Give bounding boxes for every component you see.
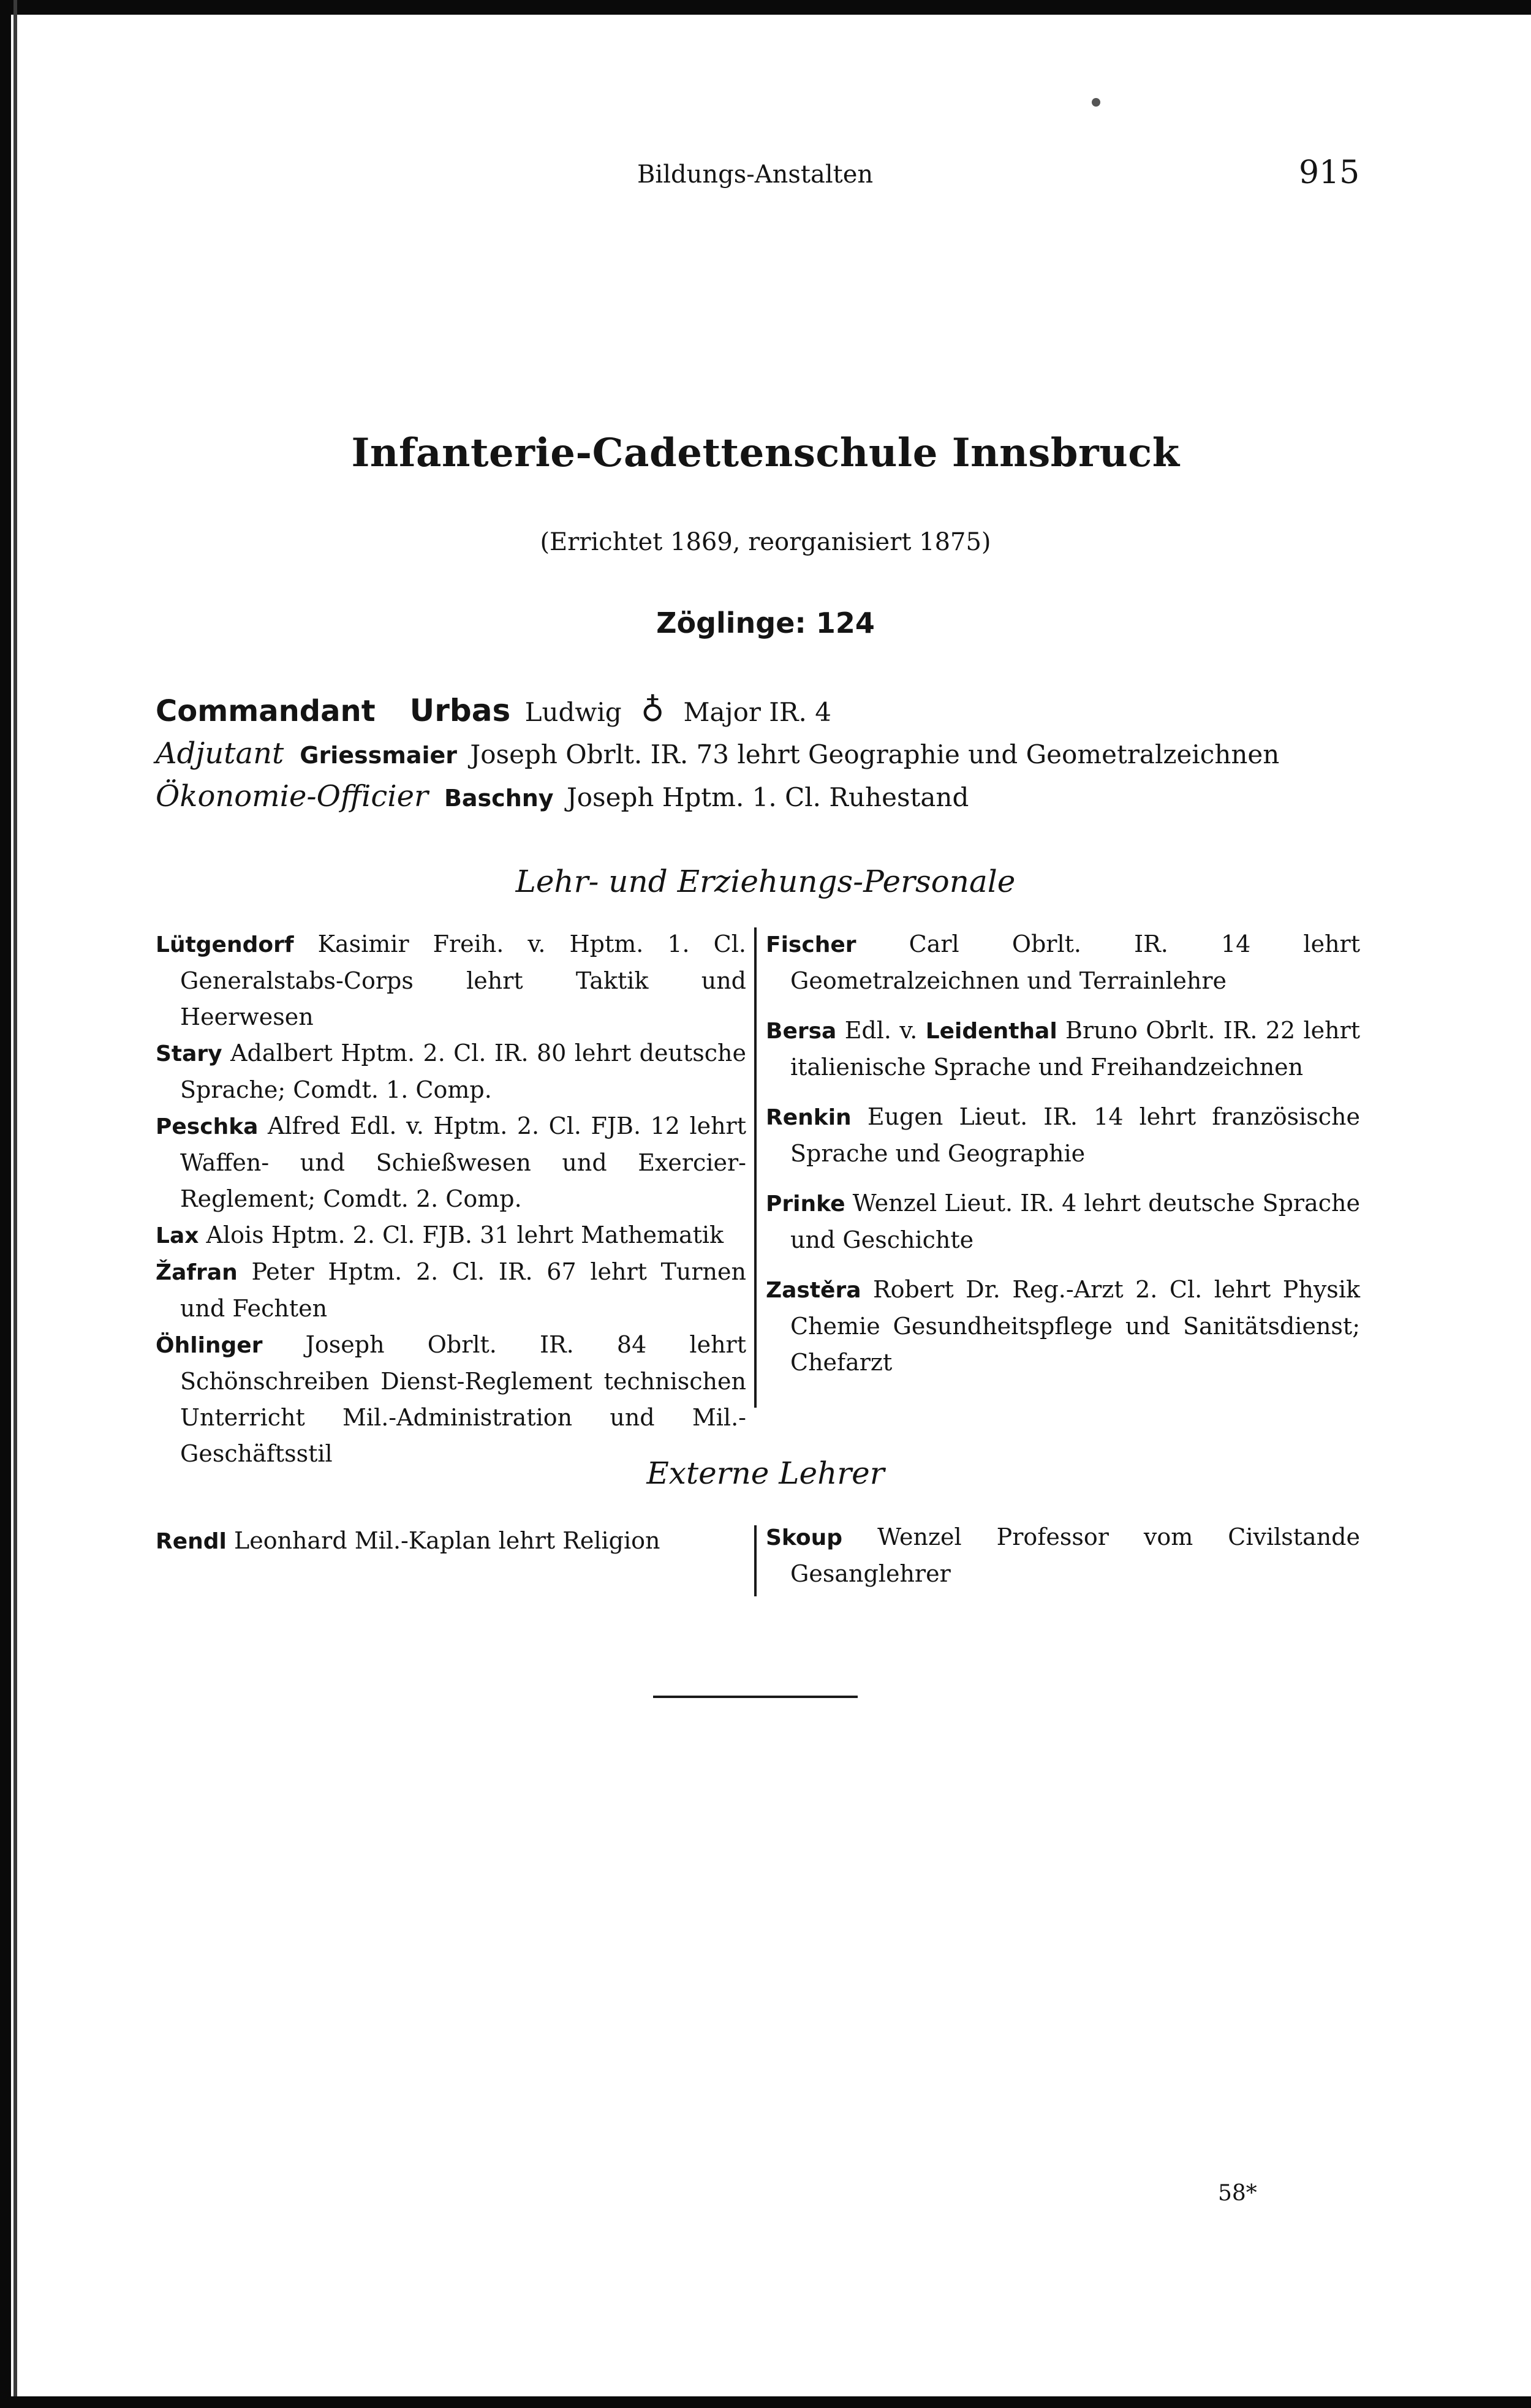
page-title: Infanterie-Cadettenschule Innsbruck (351, 430, 1180, 476)
staff-surname: Skoup (766, 1525, 843, 1550)
staff-details: Alois Hptm. 2. Cl. FJB. 31 lehrt Mathematik (206, 1221, 724, 1248)
staff-details: Carl Obrlt. IR. 14 lehrt Geometralzeichnen und Terrainlehre (790, 930, 1360, 994)
economy-officer-surname: Baschny (444, 785, 554, 812)
staff-details: Robert Dr. Reg.-Arzt 2. Cl. lehrt Physik Chemie Gesundheitspflege und Sanitätsdienst; Chefarzt (790, 1276, 1360, 1376)
adjutant-role: Adjutant (156, 736, 284, 771)
staff-details: Kasimir Freih. v. Hptm. 1. Cl. Generalstabs-Corps lehrt Taktik und Heerwesen (180, 930, 746, 1030)
staff-surname: Leidenthal (925, 1019, 1057, 1044)
economy-officer-role: Ökonomie-Officier (156, 779, 428, 813)
closing-rule (653, 1696, 858, 1698)
external-teachers-right-column (766, 1519, 1360, 1592)
staff-surname: Prinke (766, 1191, 845, 1217)
staff-details: Wenzel Lieut. IR. 4 lehrt deutsche Sprache und Geschichte (790, 1190, 1360, 1253)
staff-entry (156, 926, 746, 1035)
running-title: Bildungs-Anstalten (637, 160, 874, 189)
staff-entry (156, 1108, 746, 1217)
staff-surname: Rendl (156, 1529, 227, 1554)
staff-surname: Lütgendorf (156, 932, 294, 957)
pupil-count (0, 606, 1531, 640)
staff-surname: Peschka (156, 1114, 259, 1139)
staff-entry (766, 926, 1360, 999)
staff-entry (766, 1185, 1360, 1258)
economy-officer-line (156, 779, 969, 813)
economy-officer-rest: Joseph Hptm. 1. Cl. Ruhestand (566, 782, 969, 812)
commandant-role: Commandant (156, 694, 376, 728)
staff-details: Joseph Obrlt. IR. 84 lehrt Schönschreiben Dienst-Reglement technischen Unterricht Mil.-Administration und Mil.-Geschäftsstil (180, 1331, 746, 1467)
staff-entry (766, 1013, 1360, 1085)
staff-surname: Öhlinger (156, 1333, 263, 1358)
column-divider (754, 927, 757, 1408)
adjutant-rest: Joseph Obrlt. IR. 73 lehrt Geographie und Geometralzeichnen (470, 739, 1280, 769)
staff-entry (156, 1035, 746, 1108)
scan-border-left (0, 0, 11, 2408)
order-symbol-icon: ♁ (641, 692, 665, 729)
staff-details: Adalbert Hptm. 2. Cl. IR. 80 lehrt deutsche Sprache; Comdt. 1. Comp. (180, 1040, 746, 1103)
staff-entry (766, 1519, 1360, 1592)
staff-entry (156, 1254, 746, 1327)
staff-surname: Fischer (766, 932, 856, 957)
staff-entry (766, 1099, 1360, 1172)
staff-entry (156, 1523, 746, 1560)
scan-speck (1092, 98, 1100, 107)
adjutant-surname: Griessmaier (300, 742, 458, 769)
staff-entry (156, 1217, 746, 1254)
signature-mark: 58* (1218, 2181, 1257, 2206)
staff-surname: Stary (156, 1041, 222, 1066)
staff-details: Alfred Edl. v. Hptm. 2. Cl. FJB. 12 lehrt Waffen- und Schießwesen und Exercier-Reglement; Comdt. 2. Comp. (180, 1112, 746, 1212)
staff-details: Peter Hptm. 2. Cl. IR. 67 lehrt Turnen und Fechten (180, 1258, 746, 1322)
staff-entry (766, 1272, 1360, 1381)
staff-entry (156, 1327, 746, 1472)
staff-details: Wenzel Professor vom Civilstande Gesanglehrer (790, 1523, 1360, 1587)
commandant-surname: Urbas (409, 693, 511, 728)
pupil-count-value: 124 (815, 606, 875, 640)
scan-border-top (0, 0, 1531, 15)
teaching-staff-heading: Lehr- und Erziehungs-Personale (515, 864, 1016, 899)
staff-surname: Bersa (766, 1019, 837, 1044)
column-divider (754, 1525, 757, 1596)
external-teachers-left-column (156, 1523, 746, 1560)
page-subtitle: (Errichtet 1869, reorganisiert 1875) (540, 528, 991, 556)
commandant-rest: Major IR. 4 (683, 697, 831, 727)
adjutant-line (156, 736, 1279, 771)
staff-details: Eugen Lieut. IR. 14 lehrt französische Sprache und Geographie (790, 1103, 1360, 1167)
staff-details: Bruno Obrlt. IR. 22 lehrt italienische Sprache und Freihandzeichnen (790, 1017, 1360, 1081)
external-teachers-heading: Externe Lehrer (646, 1455, 885, 1491)
staff-details: Edl. v. (844, 1017, 926, 1044)
page-number: 915 (1299, 154, 1360, 191)
scan-border-bottom (0, 2396, 1531, 2408)
pupil-count-label: Zöglinge: (656, 606, 806, 640)
scan-border-left-inner (13, 0, 17, 2408)
commandant-given: Ludwig (524, 697, 622, 727)
staff-surname: Lax (156, 1223, 199, 1248)
staff-details: Leonhard Mil.-Kaplan lehrt Religion (233, 1527, 660, 1554)
teaching-staff-left-column (156, 926, 746, 1472)
staff-surname: Zastěra (766, 1278, 861, 1303)
commandant-line (156, 692, 831, 729)
staff-surname: Renkin (766, 1105, 852, 1130)
teaching-staff-right-column (766, 926, 1360, 1381)
staff-surname: Žafran (156, 1260, 238, 1285)
